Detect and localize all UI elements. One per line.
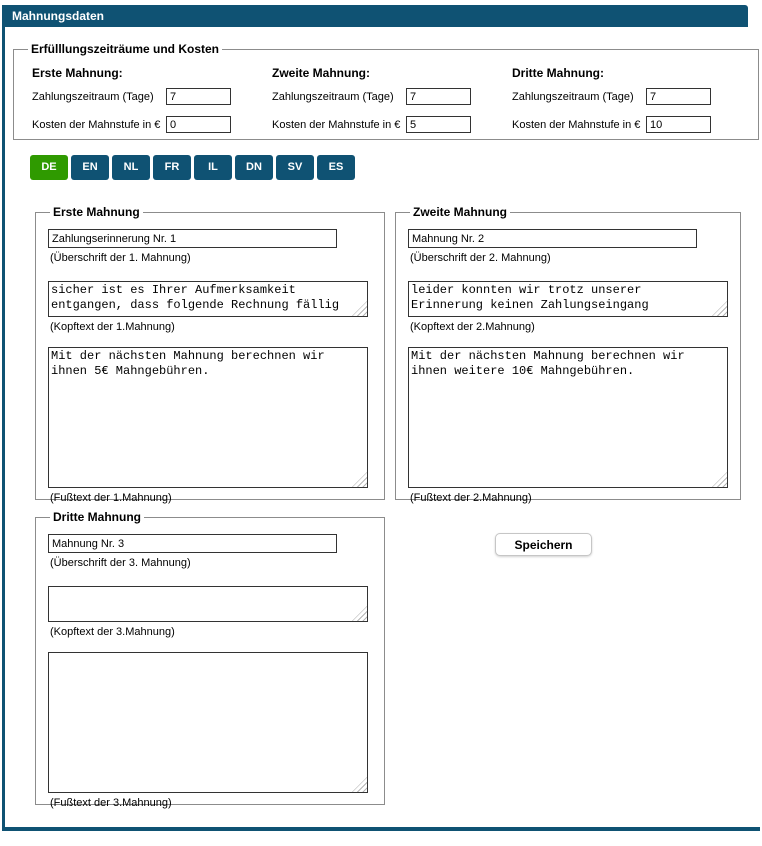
footer-textarea-1[interactable] xyxy=(48,347,368,488)
subject-input-1[interactable] xyxy=(48,229,337,248)
cost-column-zweite xyxy=(266,64,506,144)
subject-input-3[interactable] xyxy=(48,534,337,553)
dritte-mahnung-fieldset xyxy=(35,510,385,809)
cost-column-erste xyxy=(26,64,266,144)
footer-textarea-wrap-1 xyxy=(48,347,368,488)
payment-period-label-3: Zahlungszeitraum (Tage) xyxy=(512,90,634,103)
cost-row-3 xyxy=(512,116,746,133)
cost-input-2[interactable] xyxy=(406,116,471,133)
tab-es[interactable]: ES xyxy=(317,155,355,180)
subject-input-2[interactable] xyxy=(408,229,697,248)
costs-grid xyxy=(26,64,746,144)
payment-period-row-3 xyxy=(512,88,746,105)
header-caption-2: (Kopftext der 2.Mahnung) xyxy=(410,321,535,333)
erste-mahnung-legend: Erste Mahnung xyxy=(53,205,140,219)
cost-column-heading-3: Dritte Mahnung: xyxy=(512,66,604,80)
language-tabs xyxy=(30,155,760,180)
cost-row-2 xyxy=(272,116,506,133)
payment-period-row-1 xyxy=(32,88,266,105)
payment-period-label-1: Zahlungszeitraum (Tage) xyxy=(32,90,154,103)
payment-period-label-2: Zahlungszeitraum (Tage) xyxy=(272,90,394,103)
header-textarea-2[interactable] xyxy=(408,281,728,317)
costs-fieldset xyxy=(13,42,759,140)
cost-column-dritte xyxy=(506,64,746,144)
page-frame xyxy=(2,5,760,831)
cost-label-2: Kosten der Mahnstufe in € xyxy=(272,118,401,131)
header-textarea-1[interactable] xyxy=(48,281,368,317)
tab-fr[interactable]: FR xyxy=(153,155,191,180)
dritte-mahnung-legend: Dritte Mahnung xyxy=(53,510,141,524)
header-textarea-wrap-2 xyxy=(408,281,728,317)
footer-textarea-wrap-3 xyxy=(48,652,368,793)
save-button[interactable]: Speichern xyxy=(495,533,592,556)
header-textarea-3[interactable] xyxy=(48,586,368,622)
footer-caption-2: (Fußtext der 2.Mahnung) xyxy=(410,492,532,504)
footer-caption-3: (Fußtext der 3.Mahnung) xyxy=(50,797,172,809)
cost-column-heading-1: Erste Mahnung: xyxy=(32,66,123,80)
tab-en[interactable]: EN xyxy=(71,155,109,180)
tab-dn[interactable]: DN xyxy=(235,155,273,180)
header-textarea-wrap-1 xyxy=(48,281,368,317)
footer-caption-1: (Fußtext der 1.Mahnung) xyxy=(50,492,172,504)
subject-caption-1: (Überschrift der 1. Mahnung) xyxy=(50,252,191,264)
payment-period-input-1[interactable] xyxy=(166,88,231,105)
tab-de[interactable]: DE xyxy=(30,155,68,180)
cost-label-1: Kosten der Mahnstufe in € xyxy=(32,118,161,131)
footer-textarea-2[interactable] xyxy=(408,347,728,488)
title-bar xyxy=(5,5,748,27)
payment-period-input-2[interactable] xyxy=(406,88,471,105)
cost-input-3[interactable] xyxy=(646,116,711,133)
tab-nl[interactable]: NL xyxy=(112,155,150,180)
cost-row-1 xyxy=(32,116,266,133)
cost-input-1[interactable] xyxy=(166,116,231,133)
cost-label-3: Kosten der Mahnstufe in € xyxy=(512,118,641,131)
header-caption-3: (Kopftext der 3.Mahnung) xyxy=(50,626,175,638)
header-caption-1: (Kopftext der 1.Mahnung) xyxy=(50,321,175,333)
reminder-forms-area xyxy=(5,205,760,817)
payment-period-row-2 xyxy=(272,88,506,105)
footer-textarea-wrap-2 xyxy=(408,347,728,488)
header-textarea-wrap-3 xyxy=(48,586,368,622)
footer-textarea-3[interactable] xyxy=(48,652,368,793)
page-title: Mahnungsdaten xyxy=(12,9,104,23)
payment-period-input-3[interactable] xyxy=(646,88,711,105)
cost-column-heading-2: Zweite Mahnung: xyxy=(272,66,370,80)
subject-caption-3: (Überschrift der 3. Mahnung) xyxy=(50,557,191,569)
zweite-mahnung-fieldset xyxy=(395,205,741,504)
tab-sv[interactable]: SV xyxy=(276,155,314,180)
erste-mahnung-fieldset xyxy=(35,205,385,504)
zweite-mahnung-legend: Zweite Mahnung xyxy=(413,205,507,219)
subject-caption-2: (Überschrift der 2. Mahnung) xyxy=(410,252,551,264)
tab-il[interactable]: IL xyxy=(194,155,232,180)
costs-legend: Erfülllungszeiträume und Kosten xyxy=(31,42,220,56)
